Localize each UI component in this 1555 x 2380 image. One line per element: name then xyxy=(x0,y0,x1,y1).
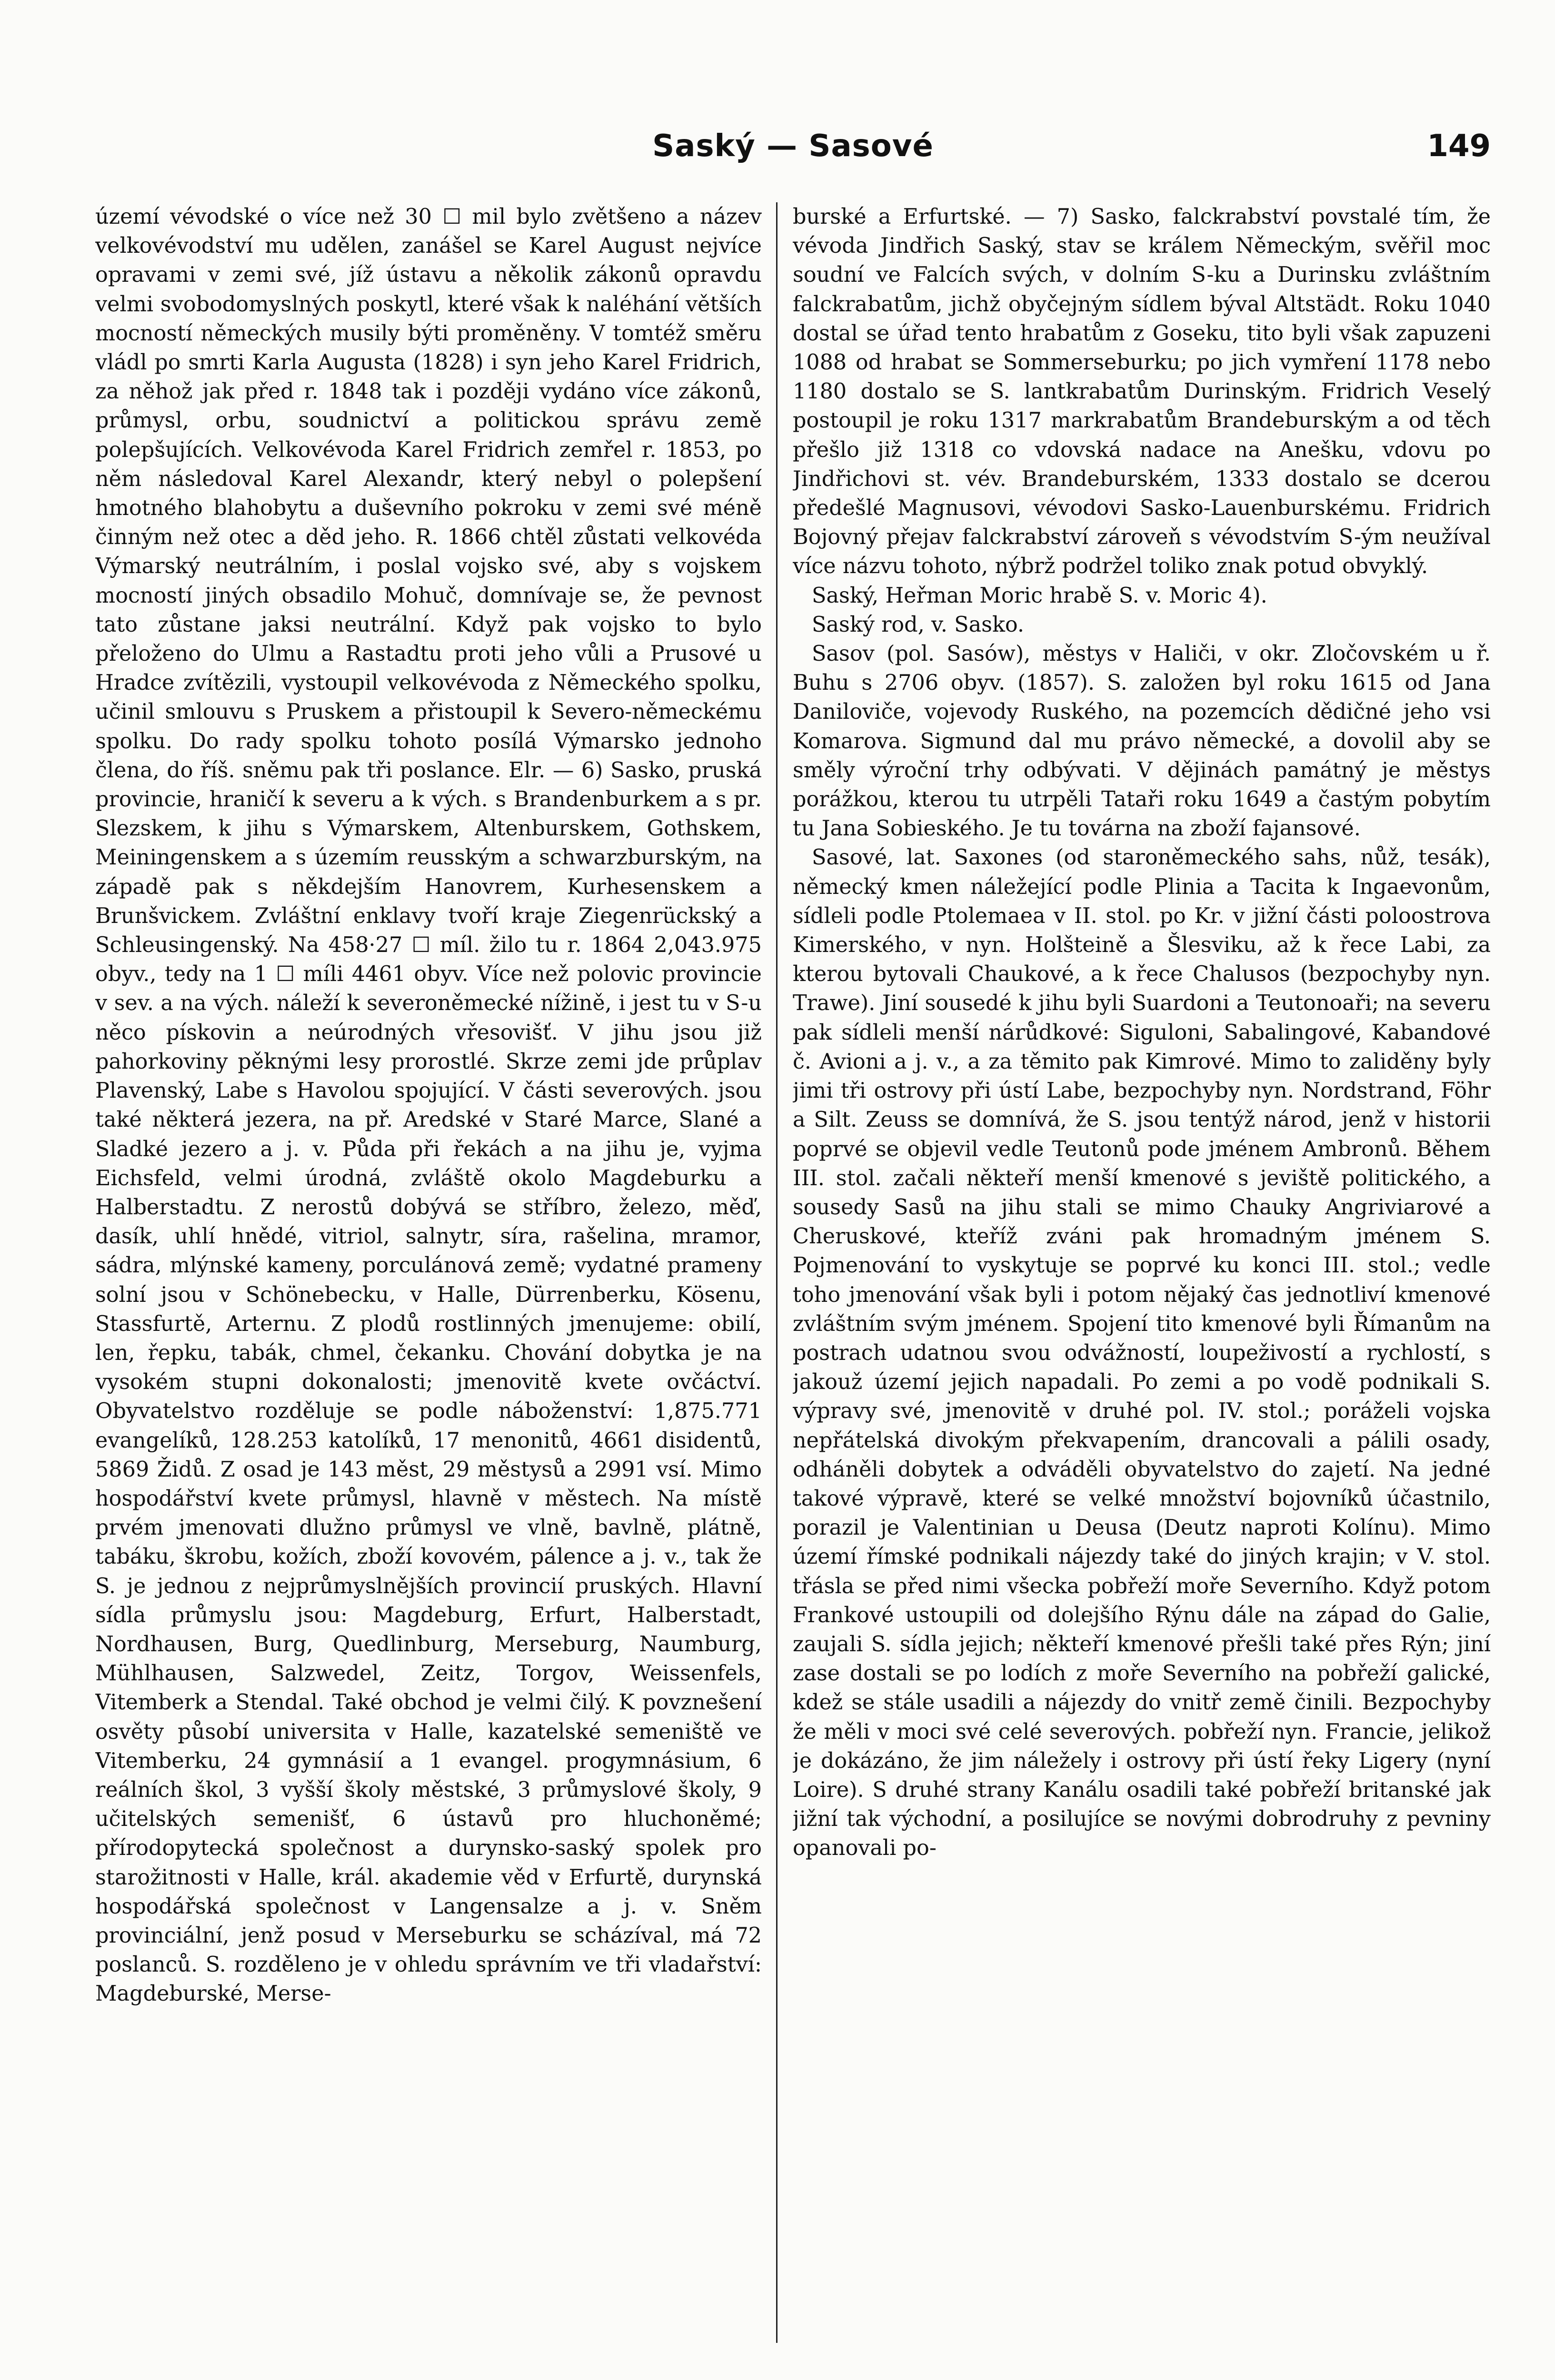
column-divider xyxy=(776,202,778,2343)
entry-sasko-continued: burské a Erfurtské. — 7) Sasko, falckrabství povstalé tím, že vévoda Jindřich Saský, stav se králem Německým, svěřil moc soudní ve Falcích svých, v dolním S-ku a Durinsku zvláštním falckrabatům, jichž obyčejným sídlem býval Altstädt. Roku 1040 dostal se úřad tento hrabatům z Goseku, tito byli však zapuzeni 1088 od hrabat se Sommerseburku; po jich vymření 1178 nebo 1180 dostalo se S. lantkrabatům Durinským. Fridrich Veselý postoupil je roku 1317 markrabatům Brandeburským a od těch přešlo již 1318 co vdovská nadace na Anešku, vdovu po Jindřichovi st. vév. Brandeburském, 1333 dostalo se dcerou předešlé Magnusovi, vévodovi Sasko-Lauenburskému. Fridrich Bojovný přejav falckrabství zároveň s vévodstvím S-ým neužíval více názvu tohoto, nýbrž podržel toliko znak potud obvyklý. xyxy=(793,205,1491,579)
page-number: 149 xyxy=(1427,129,1491,164)
left-paragraph: území vévodské o více než 30 ☐ mil bylo zvětšeno a název velkovévodství mu udělen, zanášel se Karel August nejvíce opravami v zemi své, jíž ústavu a několik zákonů opravdu velmi svobodomyslných poskytl, které však k naléhání větších mocností německých musily býti proměněny. V tomtéž směru vládl po smrti Karla Augusta (1828) i syn jeho Karel Fridrich, za něhož jak před r. 1848 tak i později vydáno více zákonů, průmysl, orbu, soudnictví a politickou správu země polepšujících. Velkovévoda Karel Fridrich zemřel r. 1853, po něm následoval Karel Alexandr, který nebyl o polepšení hmotného blahobytu a duševního pokroku v zemi své méně činným než otec a děd jeho. R. 1866 chtěl zůstati velkovéda Výmarský neutrálním, i poslal vojsko své, aby s vojskem mocností jiných obsadilo Mohuč, domnívaje se, že pevnost tato zůstane jaksi neutrální. Když pak vojsko to bylo přeloženo do Ulmu a Rastadtu proti jeho vůli a Prusové u Hradce zvítězili, vystoupil velkovévoda z Německého spolku, učinil smlouvu s Pruskem a přistoupil k Severo-německému spolku. Do rady spolku tohoto posílá Výmarsko jednoho člena, do říš. sněmu pak tři poslance. Elr. — 6) Sasko, pruská provincie, hraničí k severu a k vých. s Brandenburkem a s pr. Slezskem, k jihu s Výmarskem, Altenburskem, Gothskem, Meiningenskem a s územím reusským a schwarzburským, na západě pak s někdejším Hanovrem, Kurhesenskem a Brunšvickem. Zvláštní enklavy tvoří kraje Ziegenrückský a Schleusingenský. Na 458·27 ☐ míl. žilo tu r. 1864 2,043.975 obyv., tedy na 1 ☐ míli 4461 obyv. Více než polovic provincie v sev. a na vých. náleží k severoněmecké nížině, i jest tu v S-u něco pískovin a neúrodných vřesovišť. V jihu jsou již pahorkoviny pěknými lesy prorostlé. Skrze zemi jde průplav Plavenský, Labe s Havolou spojující. V části severových. jsou také některá jezera, na př. Aredské v Staré Marce, Slané a Sladké jezero a j. v. Půda při řekách a na jihu je, vyjma Eichsfeld, velmi úrodná, zvláště okolo Magdeburku a Halberstadtu. Z nerostů dobývá se stříbro, železo, měď, dasík, uhlí hnědé, vitriol, salnytr, síra, rašelina, mramor, sádra, mlýnské kameny, porculánová země; vydatné prameny solní jsou v Schönebecku, v Halle, Dürrenberku, Kösenu, Stassfurtě, Arternu. Z plodů rostlinných jmenujeme: obilí, len, řepku, tabák, chmel, čekanku. Chování dobytka je na vysokém stupni dokonalosti; jmenovitě kvete ovčáctví. Obyvatelstvo rozděluje se podle náboženství: 1,875.771 evangelíků, 128.253 katolíků, 17 menonitů, 4661 disidentů, 5869 Židů. Z osad je 143 měst, 29 městysů a 2991 vsí. Mimo hospodářství kvete průmysl, hlavně v městech. Na místě prvém jmenovati dlužno průmysl ve vlně, bavlně, plátně, tabáku, škrobu, kožích, zboží kovovém, pálence a j. v., tak že S. je jednou z nejprůmyslnějších provincií pruských. Hlavní sídla průmyslu jsou: Magdeburg, Erfurt, Halberstadt, Nordhausen, Burg, Quedlinburg, Merseburg, Naumburg, Mühlhausen, Salzwedel, Zeitz, Torgov, Weissenfels, Vitemberk a Stendal. Také obchod je velmi čilý. K povznešení osvěty působí universita v Halle, kazatelské semeniště ve Vitemberku, 24 gymnásií a 1 evangel. progymnásium, 6 reálních škol, 3 vyšší školy městské, 3 průmyslové školy, 9 učitelských semenišť, 6 ústavů pro hluchoněmé; přírodopytecká společnost a durynsko-saský spolek pro starožitnosti v Halle, král. akademie věd v Erfurtě, durynská hospodářská společnost v Langensalze a j. v. Sněm provinciální, jenž posud v Merseburku se scházíval, má 72 poslanců. S. rozděleno je v ohledu správním ve tři vladařství: Magdeburské, Merse- xyxy=(95,205,762,2006)
entry-sasove: Sasové, lat. Saxones (od staroněmeckého sahs, nůž, tesák), německý kmen náležející podle Plinia a Tacita k Ingaevonům, sídleli podle Ptolemaea v II. stol. po Kr. v jižní části poloostrova Kimerského, v nyn. Holšteině a Šlesviku, až k řece Labi, za kterou bytovali Chaukové, a k řece Chalusos (bezpochyby nyn. Trawe). Jiní sousedé k jihu byli Suardoni a Teutonoaři; na severu pak sídleli menší nárůdkové: Siguloni, Sabalingové, Kabandové č. Avioni a j. v., a za těmito pak Kimrové. Mimo to zaliděny byly jimi tři ostrovy při ústí Labe, bezpochyby nyn. Nordstrand, Föhr a Silt. Zeuss se domnívá, že S. jsou tentýž národ, jenž v historii poprvé se objevil vedle Teutonů pode jménem Ambronů. Během III. stol. začali někteří menší kmenové s jeviště politického, a sousedy Sasů na jihu stali se mimo Chauky Angriviarové a Cheruskové, kteříž zváni pak hromadným jménem S. Pojmenování to vyskytuje se poprvé ku konci III. stol.; vedle toho jmenování však byli i potom nějaký čas jednotliví kmenové zvláštním svým jménem. Spojení tito kmenové byli Římanům na postrach udatnou svou odvážností, loupeživostí a rychlostí, s jakouž území jejich napadali. Po zemi a po vodě podnikali S. výpravy své, jmenovitě v druhé pol. IV. stol.; poráželi vojska nepřátelská divokým překvapením, drancovali a pálili osady, odháněli dobytek a odváděli obyvatelstvo do zajetí. Na jedné takové výpravě, které se velké množství bojovníků účastnilo, porazil je Valentinian u Deusa (Deutz naproti Kolínu). Mimo území římské podnikali nájezdy také do jiných krajin; v V. stol. třásla se před nimi všecka pobřeží moře Severního. Když potom Frankové ustoupili od dolejšího Rýnu dále na západ do Galie, zaujali S. sídla jejich; někteří kmenové přešli také přes Rýn; jiní zase dostali se po lodích z moře Severního na pobřeží galické, kdež se stále usadili a nájezdy do vnitř země činili. Bezpochyby že měli v moci své celé severových. pobřeží nyn. Francie, jelikož je dokázáno, že jim náležely i ostrovy při ústí řeky Ligery (nyní Loire). S druhé strany Kanálu osadili také pobřeží britanské jak jižní tak východní, a posilujíce se novými dobrodruhy z pevniny opanovali po- xyxy=(793,845,1491,1861)
page-header xyxy=(95,119,1491,176)
entry-sasov: Sasov (pol. Sasów), městys v Haliči, v okr. Zločovském u ř. Buhu s 2706 obyv. (1857). S. založen byl roku 1615 od Jana Daniloviče, vojevody Ruského, na pozemcích dědičné jeho vsi Komarova. Sigmund dal mu právo německé, a dovolil aby se směly výroční trhy odbývati. V dějinách památný je městys porážkou, kterou tu utrpěli Tataři roku 1649 a častým pobytím tu Jana Sobieského. Je tu továrna na zboží fajansové. xyxy=(793,642,1491,841)
entry-sasky: Saský, Heřman Moric hrabě S. v. Moric 4). xyxy=(812,583,1267,608)
running-title: Saský — Sasové xyxy=(652,129,934,164)
left-column xyxy=(95,202,762,2343)
entry-sasky-rod: Saský rod, v. Sasko. xyxy=(812,612,1025,637)
right-column xyxy=(793,202,1491,2343)
